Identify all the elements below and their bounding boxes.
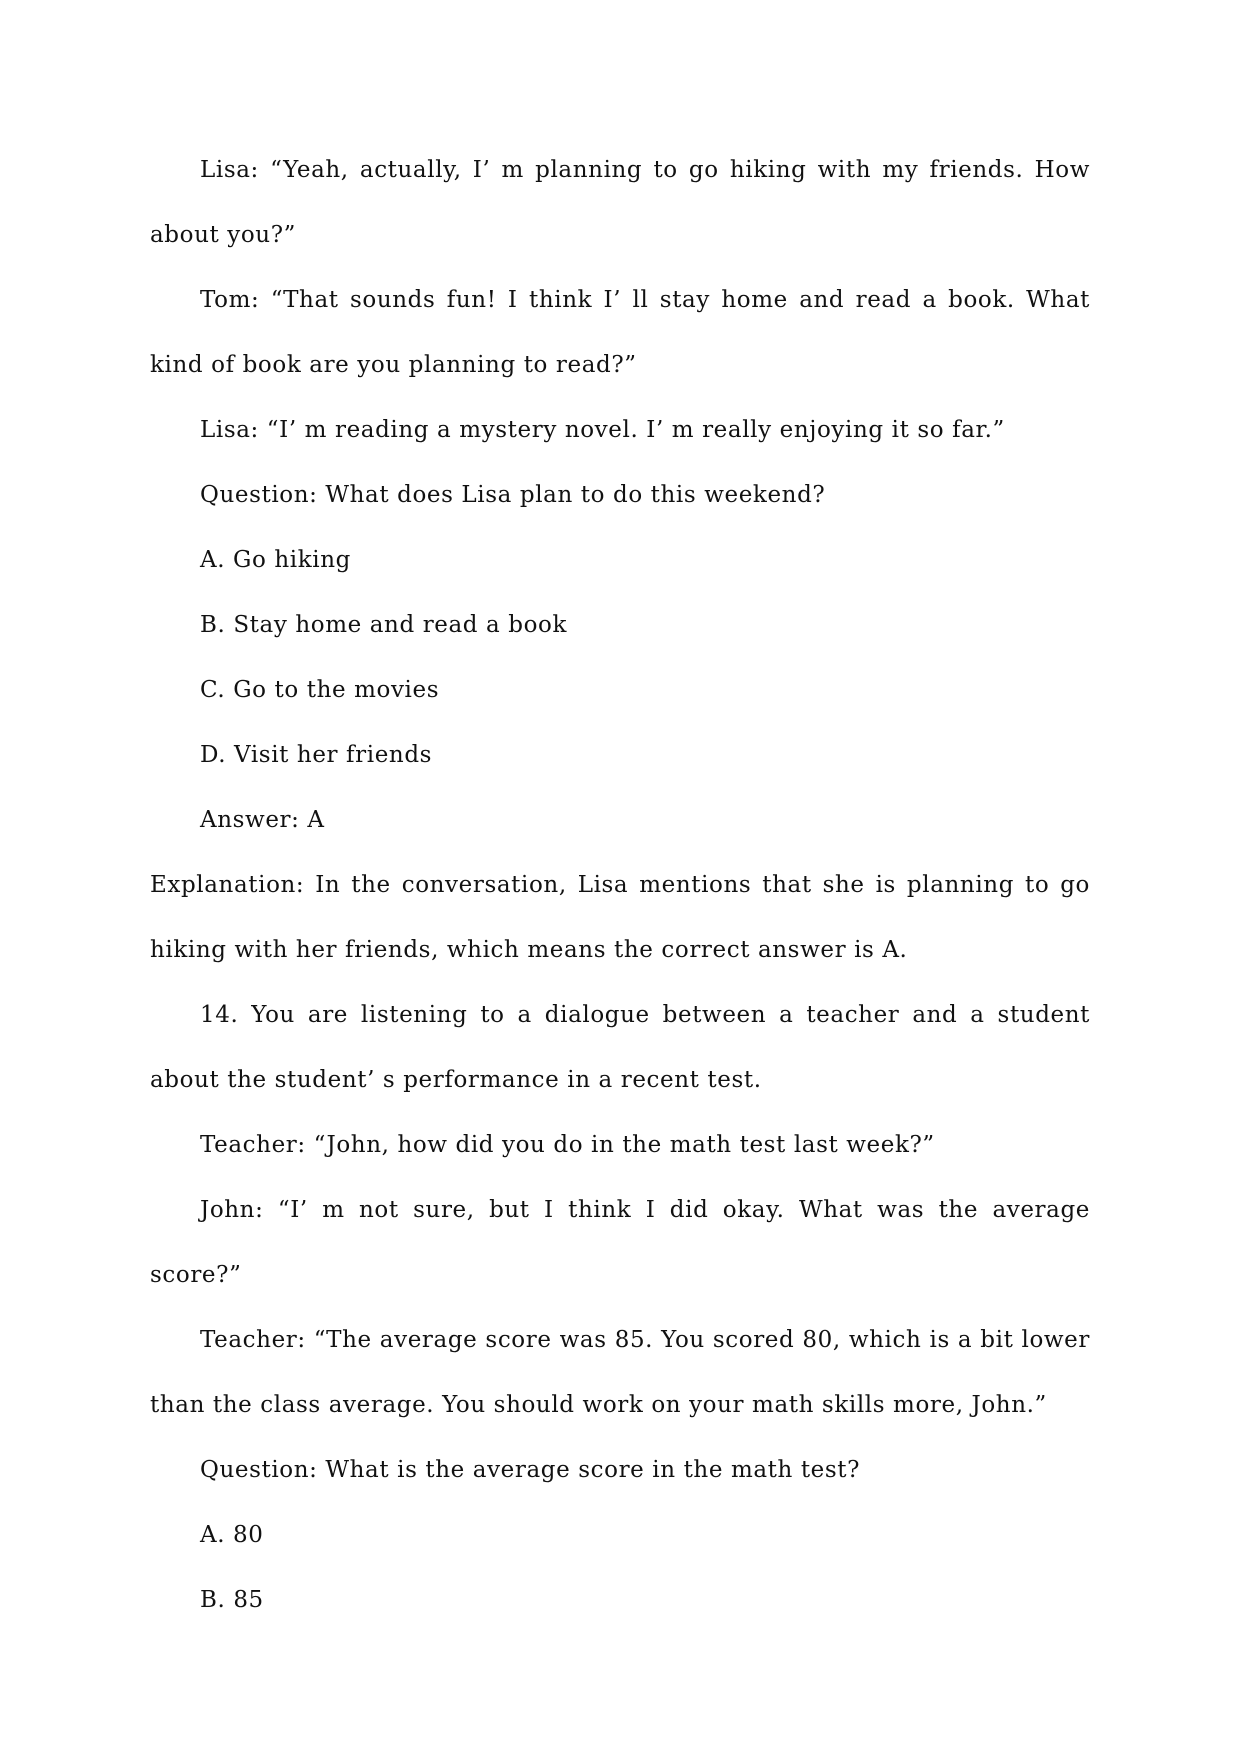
dialogue-line-teacher-1: Teacher: “John, how did you do in the math test last week?” bbox=[200, 1132, 935, 1158]
dialogue-line-teacher-2: Teacher: “The average score was 85. You scored 80, which is a bit lower than the class average. You should work on your math skills more, John.” bbox=[150, 1327, 1090, 1418]
question-14-prompt: 14. You are listening to a dialogue between a teacher and a student about the student’ s performance in a recent test. bbox=[150, 1002, 1090, 1093]
explanation-text: Explanation: In the conversation, Lisa mentions that she is planning to go hiking with her friends, which means the correct answer is A. bbox=[150, 872, 1090, 963]
question-14-text: Question: What is the average score in the math test? bbox=[200, 1457, 861, 1483]
answer-option-a: A. Go hiking bbox=[200, 547, 351, 573]
answer-option-c: C. Go to the movies bbox=[200, 677, 440, 703]
question-text: Question: What does Lisa plan to do this weekend? bbox=[200, 482, 826, 508]
answer-option-a: A. 80 bbox=[200, 1522, 264, 1548]
answer-option-b: B. Stay home and read a book bbox=[200, 612, 568, 638]
document-page bbox=[150, 138, 1090, 1633]
dialogue-line-lisa-1: Lisa: “Yeah, actually, I’ m planning to go hiking with my friends. How about you?” bbox=[150, 157, 1090, 248]
answer-option-b: B. 85 bbox=[200, 1587, 264, 1613]
answer-line: Answer: A bbox=[200, 807, 325, 833]
answer-option-d: D. Visit her friends bbox=[200, 742, 433, 768]
dialogue-line-lisa-2: Lisa: “I’ m reading a mystery novel. I’ m really enjoying it so far.” bbox=[200, 417, 1005, 443]
dialogue-line-tom: Tom: “That sounds fun! I think I’ ll stay home and read a book. What kind of book are you planning to read?” bbox=[150, 287, 1090, 378]
dialogue-line-john: John: “I’ m not sure, but I think I did okay. What was the average score?” bbox=[150, 1197, 1090, 1288]
